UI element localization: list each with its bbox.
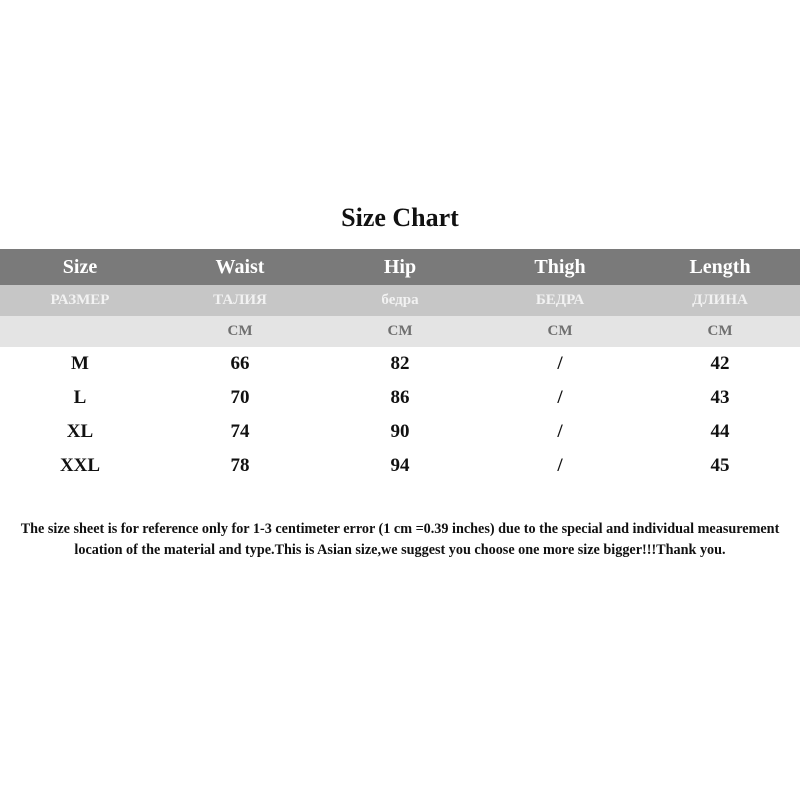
- cell-length: 43: [710, 387, 730, 408]
- table-row: [0, 449, 800, 483]
- ru-cell-size: РАЗМЕР: [50, 292, 110, 308]
- cell-length: 42: [710, 353, 730, 374]
- cell-size: XXL: [59, 455, 101, 476]
- ru-cell-length: ДЛИНА: [692, 292, 748, 308]
- unit-cell-thigh: CM: [547, 323, 573, 339]
- header-cell-size: Size: [62, 255, 98, 278]
- table-row: [0, 347, 800, 381]
- cell-hip: 94: [390, 455, 410, 476]
- header-row: [0, 249, 800, 285]
- russian-header-row: [0, 285, 800, 316]
- table-row: [0, 415, 800, 449]
- chart-title: Size Chart: [341, 203, 459, 232]
- header-cell-length: Length: [689, 255, 751, 278]
- ru-cell-thigh: БЕДРА: [535, 292, 585, 308]
- cell-thigh: /: [557, 387, 563, 408]
- header-cell-thigh: Thigh: [534, 255, 586, 278]
- cell-size: M: [71, 353, 89, 374]
- cell-length: 45: [710, 455, 730, 476]
- cell-length: 44: [710, 421, 730, 442]
- units-row: [0, 316, 800, 347]
- cell-waist: 66: [230, 353, 250, 374]
- cell-waist: 74: [230, 421, 250, 442]
- cell-hip: 90: [390, 421, 410, 442]
- cell-waist: 78: [230, 455, 250, 476]
- unit-cell-size: [0, 316, 160, 347]
- cell-size: L: [73, 387, 87, 408]
- cell-thigh: /: [557, 421, 563, 442]
- disclaimer-note: The size sheet is for reference only for 1-3 centimeter error (1 cm =0.39 inches) due to the special and individual measurement location of the material and type.This is Asian size,we suggest you choose one more size bigger!!!Thank you.: [20, 521, 780, 558]
- unit-cell-length: CM: [707, 323, 733, 339]
- cell-waist: 70: [230, 387, 250, 408]
- cell-size: XL: [66, 421, 94, 442]
- cell-hip: 82: [390, 353, 410, 374]
- unit-cell-waist: CM: [227, 323, 253, 339]
- cell-thigh: /: [557, 455, 563, 476]
- ru-cell-hip: бедра: [381, 292, 419, 308]
- header-cell-hip: Hip: [383, 255, 417, 278]
- unit-cell-hip: CM: [387, 323, 413, 339]
- cell-thigh: /: [557, 353, 563, 374]
- table-row: [0, 381, 800, 415]
- header-cell-waist: Waist: [215, 255, 265, 278]
- cell-hip: 86: [390, 387, 410, 408]
- ru-cell-waist: ТАЛИЯ: [213, 292, 267, 308]
